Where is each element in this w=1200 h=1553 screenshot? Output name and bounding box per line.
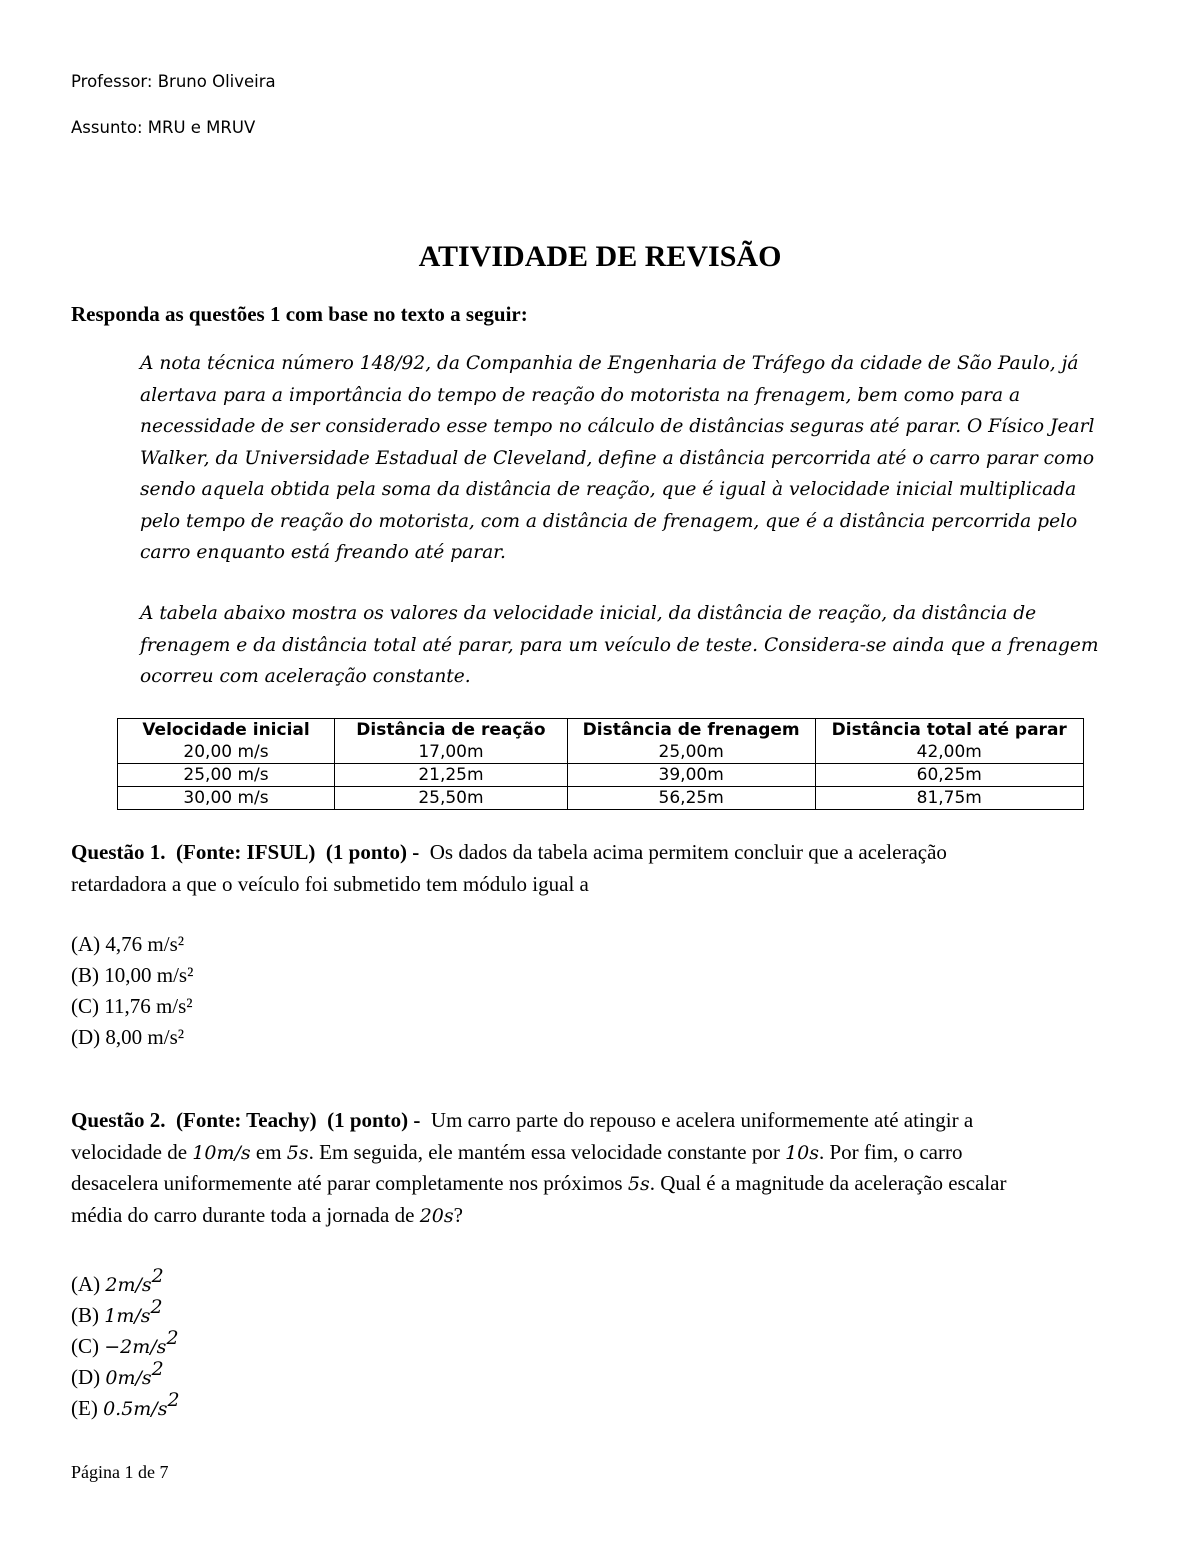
question-2-label: Questão 2. — [71, 1108, 166, 1132]
passage-line: frenagem e da distância total até parar, para um veículo de teste. Considera-se ainda que a frenagem — [140, 634, 1099, 656]
question-1-text: Os dados da tabela acima permitem concluir que a aceleração — [429, 840, 947, 864]
question-1-label: Questão 1. — [71, 840, 166, 864]
option-d — [71, 1354, 180, 1389]
passage-paragraph-2 — [140, 598, 1130, 693]
text-segment: em — [250, 1139, 287, 1164]
passage-line: carro enquanto está freando até parar. — [140, 542, 506, 563]
question-2-line-1 — [71, 1105, 1131, 1137]
option-exponent: 2 — [150, 1296, 163, 1318]
table-header-cell: Velocidade inicial — [118, 719, 335, 742]
question-1 — [71, 837, 1131, 900]
text-segment: . Em seguida, ele mantém essa velocidade constante por — [308, 1139, 786, 1164]
question-2-line-2 — [71, 1137, 1131, 1169]
question-2-points: (1 ponto) - — [327, 1108, 421, 1132]
option-a — [71, 1261, 180, 1296]
table-cell: 42,00m — [815, 741, 1084, 764]
option-b: (B) 10,00 m/s² — [71, 963, 194, 987]
passage-line: ocorreu com aceleração constante. — [140, 666, 471, 687]
table-cell: 20,00 m/s — [118, 741, 335, 764]
option-c — [71, 1323, 180, 1358]
passage-line: A nota técnica número 148/92, da Companhia de Engenharia de Tráfego da cidade de São Paulo, já — [140, 353, 1079, 374]
text-segment: . Qual é a magnitude da aceleração escalar — [649, 1171, 1007, 1195]
option-letter: (A) — [71, 1272, 106, 1296]
option-e — [71, 1385, 180, 1420]
question-1-source: (Fonte: IFSUL) — [176, 840, 316, 864]
table-header-cell: Distância de frenagem — [567, 719, 815, 742]
option-d: (D) 8,00 m/s² — [71, 1025, 185, 1049]
table-cell: 81,75m — [815, 787, 1084, 810]
option-value: 2m/s — [105, 1274, 152, 1296]
text-segment: ? — [453, 1202, 463, 1227]
option-a: (A) 4,76 m/s² — [71, 932, 185, 956]
professor-line: Professor: Bruno Oliveira — [71, 72, 276, 91]
math-expression: 5s — [627, 1173, 650, 1195]
math-expression: 20s — [419, 1204, 454, 1227]
passage-line: A tabela abaixo mostra os valores da velocidade inicial, da distância de reação, da distância de — [140, 603, 1037, 624]
question-1-options — [71, 929, 193, 1053]
table-cell: 25,00 m/s — [118, 764, 335, 787]
option-value: 1m/s — [104, 1305, 151, 1327]
page-number: Página 1 de 7 — [71, 1462, 169, 1482]
passage-line: necessidade de ser considerado esse tempo no cálculo de distâncias seguras até parar. O Físico Jearl — [140, 416, 1095, 437]
text-segment: desacelera uniformemente até parar completamente nos próximos — [71, 1171, 628, 1195]
table-cell: 17,00m — [335, 741, 568, 764]
option-b — [71, 1292, 180, 1327]
table-row — [118, 787, 1084, 810]
page-title: ATIVIDADE DE REVISÃO — [418, 240, 782, 273]
text-segment: velocidade de — [71, 1139, 193, 1164]
subject-line: Assunto: MRU e MRUV — [71, 118, 256, 137]
option-letter: (D) — [71, 1365, 106, 1389]
math-expression: 10s — [785, 1141, 819, 1164]
table-header-cell: Distância total até parar — [815, 719, 1084, 742]
question-2-options — [71, 1261, 180, 1420]
question-1-line-1 — [71, 837, 1131, 869]
table-row — [118, 741, 1084, 764]
table-cell: 60,25m — [815, 764, 1084, 787]
text-segment: . Por fim, o carro — [819, 1139, 963, 1164]
table-cell: 21,25m — [335, 764, 568, 787]
table-cell: 25,50m — [335, 787, 568, 810]
option-value: −2m/s — [104, 1336, 167, 1358]
passage-line: sendo aquela obtida pela soma da distância de reação, que é igual à velocidade inicial multiplicada — [140, 479, 1077, 500]
table-row — [118, 764, 1084, 787]
option-exponent: 2 — [151, 1358, 164, 1380]
question-2-source: (Fonte: Teachy) — [176, 1108, 317, 1132]
option-letter: (C) — [71, 1334, 105, 1358]
option-exponent: 2 — [167, 1389, 180, 1411]
passage-line: alertava para a importância do tempo de reação do motorista na frenagem, bem como para a — [140, 384, 1021, 406]
table-header-cell: Distância de reação — [335, 719, 568, 742]
option-letter: (E) — [71, 1396, 104, 1420]
option-exponent: 2 — [166, 1327, 179, 1349]
table-cell: 56,25m — [567, 787, 815, 810]
math-expression: 5s — [286, 1141, 309, 1164]
instruction: Responda as questões 1 com base no texto a seguir: — [71, 302, 528, 326]
data-table — [117, 718, 1084, 810]
passage-line: pelo tempo de reação do motorista, com a distância de frenagem, que é a distância percorrida pelo — [140, 510, 1078, 532]
option-exponent: 2 — [151, 1265, 164, 1287]
passage-paragraph-1 — [140, 348, 1130, 569]
question-2 — [71, 1105, 1131, 1231]
option-value: 0.5m/s — [103, 1398, 168, 1420]
question-1-points: (1 ponto) - — [325, 840, 420, 864]
text-segment: média do carro durante toda a jornada de — [71, 1202, 420, 1227]
table-cell: 30,00 m/s — [118, 787, 335, 810]
option-letter: (B) — [71, 1303, 105, 1327]
question-2-line-4 — [71, 1200, 1131, 1232]
question-2-text: Um carro parte do repouso e acelera uniformemente até atingir a — [430, 1108, 974, 1132]
table-header-row — [118, 719, 1084, 742]
table-cell: 39,00m — [567, 764, 815, 787]
option-value: 0m/s — [105, 1367, 152, 1389]
option-c: (C) 11,76 m/s² — [71, 994, 193, 1018]
question-2-line-3 — [71, 1168, 1131, 1200]
question-1-line-2: retardadora a que o veículo foi submetido tem módulo igual a — [71, 871, 589, 896]
passage-line: Walker, da Universidade Estadual de Cleveland, define a distância percorrida até o carro parar como — [140, 447, 1095, 469]
math-expression: 10m/s — [192, 1141, 251, 1164]
table-cell: 25,00m — [567, 741, 815, 764]
